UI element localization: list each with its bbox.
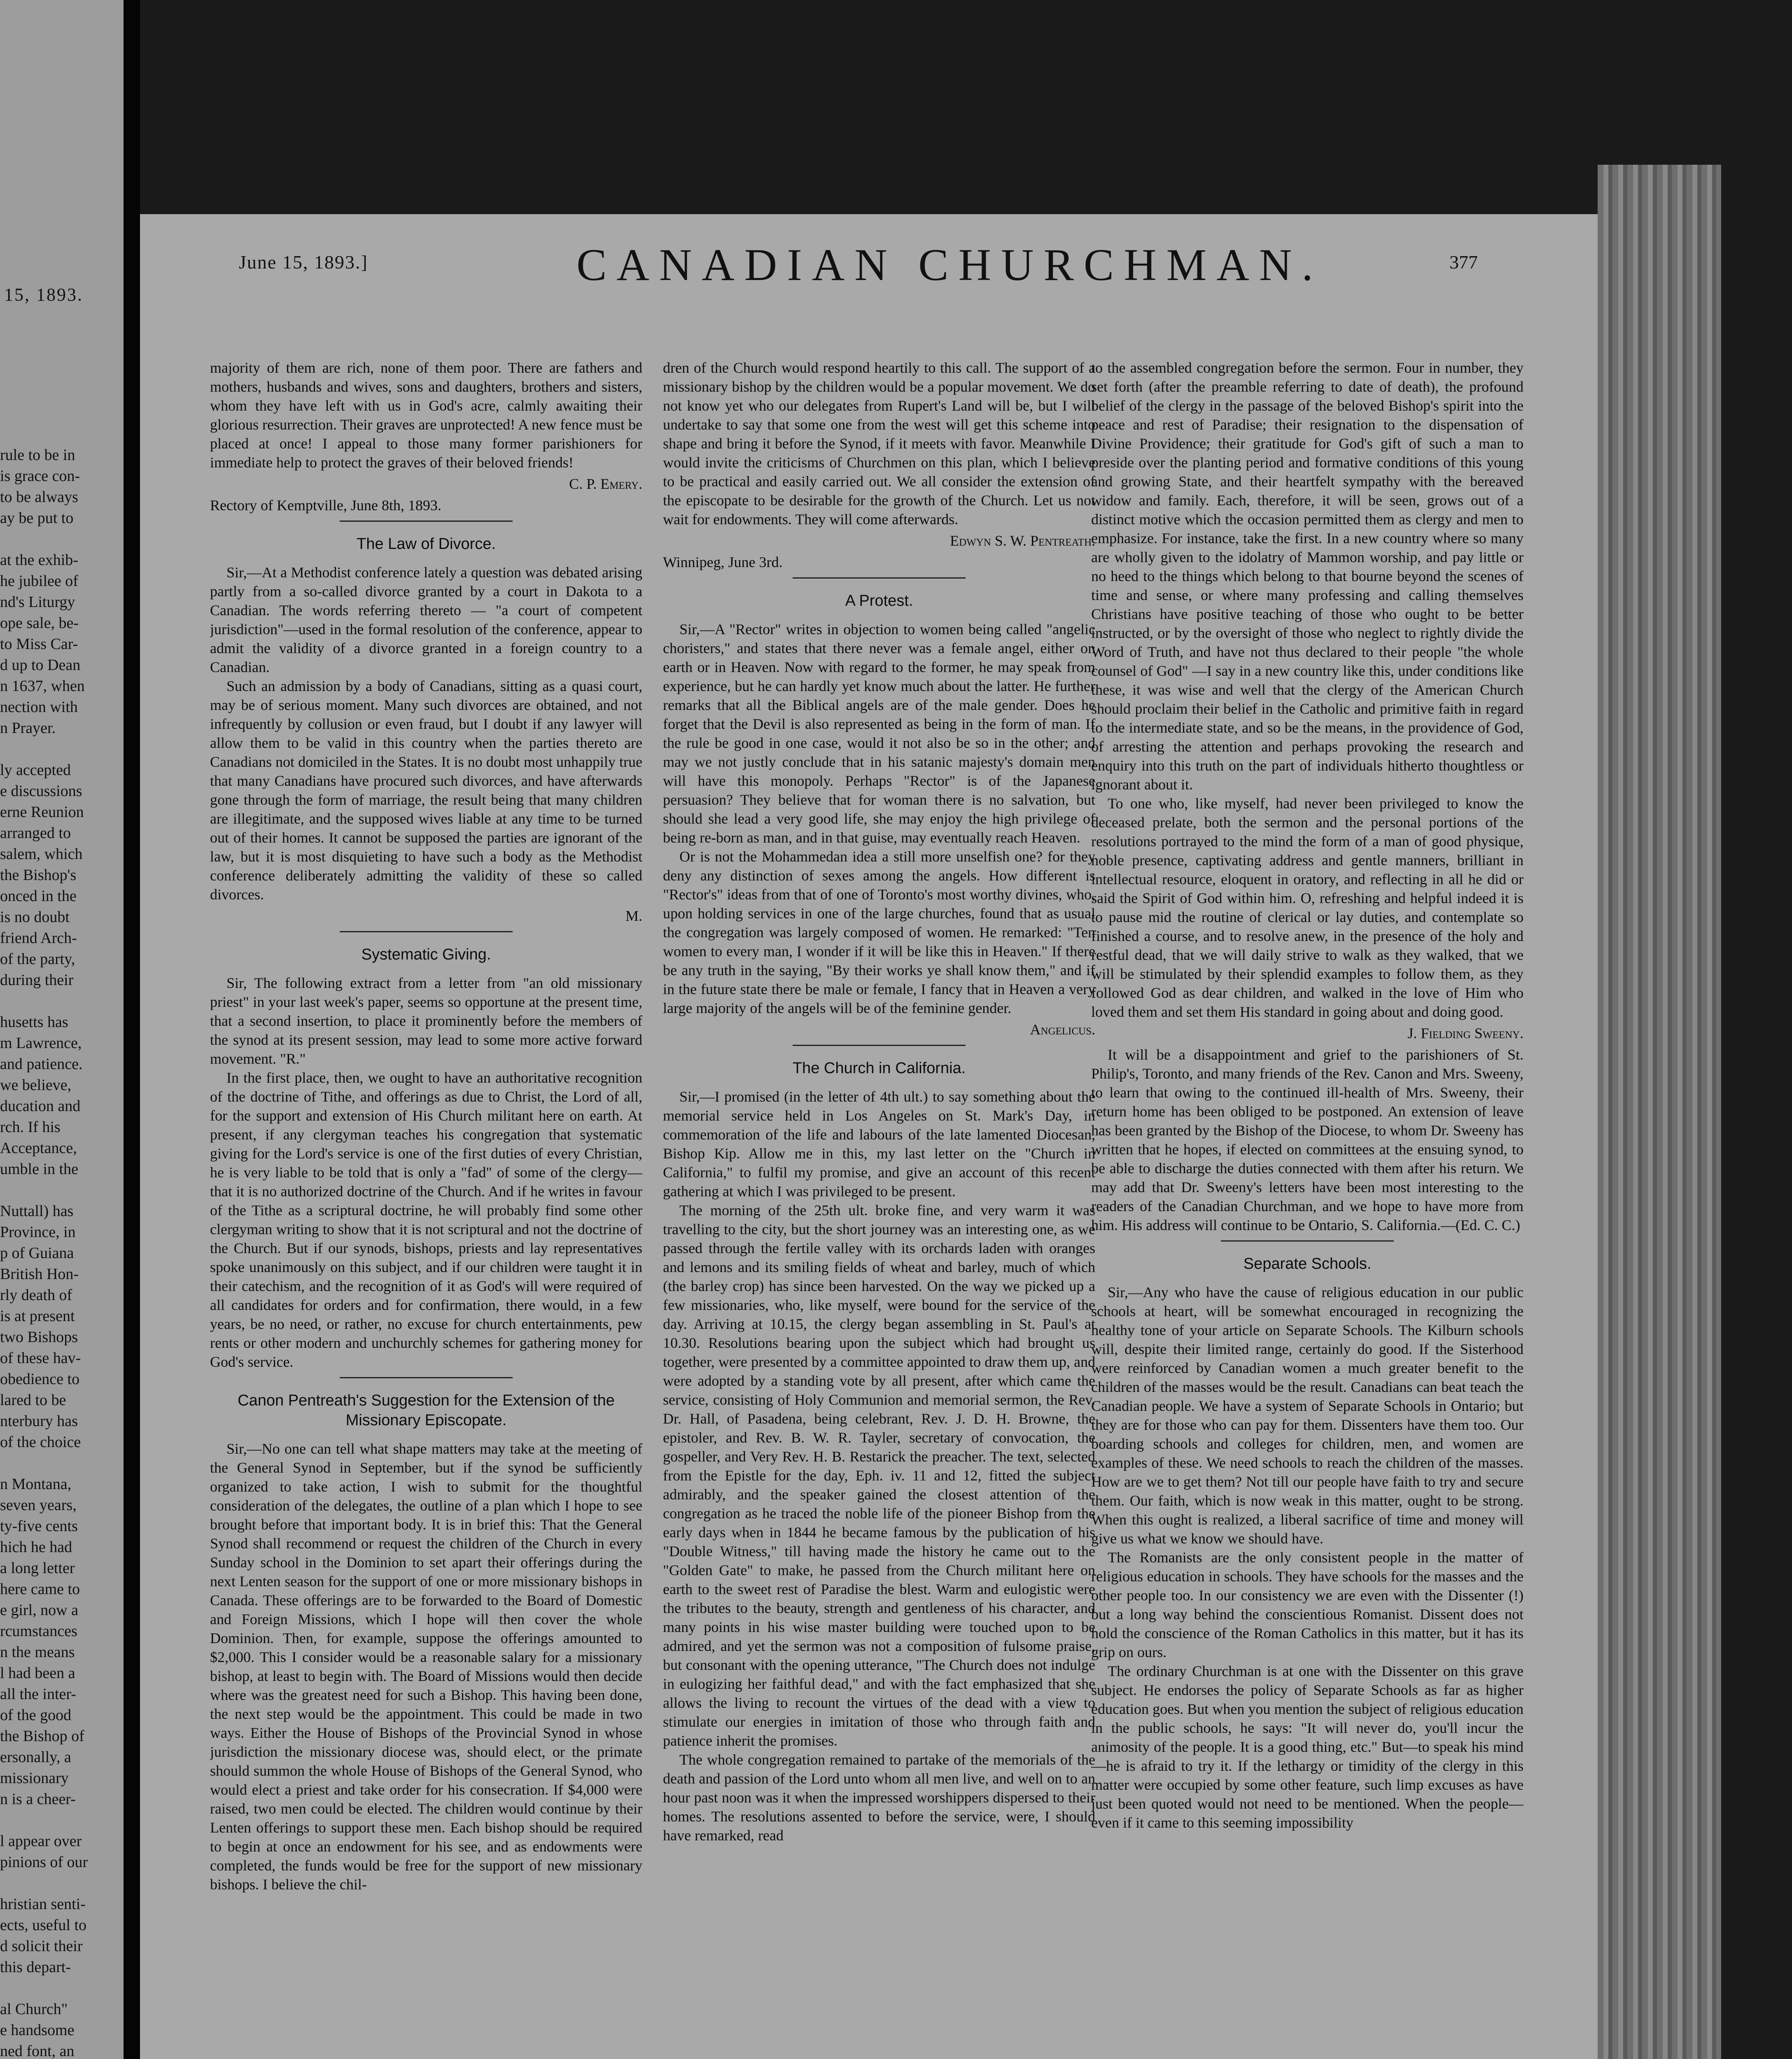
left-page-line — [0, 739, 124, 760]
left-page-header: 15, 1893. — [4, 285, 83, 305]
left-page-line: a long letter — [0, 1559, 75, 1577]
column-3 — [1091, 358, 1524, 2059]
article-paragraph: The whole congregation remained to partake of the memorials of the death and passion of the Lord unto whom all men live, and well on to an hour past noon was it when the impressed worshippers dispersed to their homes. The resolutions assented to before the service, were, I should have remarked, read — [663, 1751, 1095, 1844]
left-page-line: is grace con- — [0, 467, 80, 485]
left-page-fragment — [0, 0, 124, 2059]
article-paragraph: Sir,—At a Methodist conference lately a question was debated arising partly from a so-called divorce granted by a court in Dakota to a Canadian. The words referring thereto — "a court of competent jurisdiction"—used in the formal resolution of the conference, appear to admit the validity of a divorce granted in a foreign country to a Canadian. — [210, 564, 642, 675]
left-page-line: nterbury has — [0, 1412, 78, 1430]
left-page-line: obedience to — [0, 1370, 80, 1388]
left-page-line: pinions of our — [0, 1854, 88, 1871]
left-page-line: during their — [0, 971, 74, 989]
masthead-title: CANADIAN CHURCHMAN. — [576, 240, 1323, 290]
article-paragraph: Sir,—A "Rector" writes in objection to women being called "angelic choristers," and states that there never was a female angel, either on earth or in Heaven. Now with regard to the former, he may speak from experience, but he can hardly yet know much about the latter. He further remarks that all the Biblical angels are of the male gender. Does he forget that the Devil is also represented as being in the form of man. If the rule be good in one case, would it not also be so in the other; and may we not justly conclude that in his satanic majesty's domain men will have this monopoly. Perhaps "Rector" is of the Japanese persuasion? They believe that for woman there is no salvation, but should she lead a very good life, she may enjoy the high privilege of being re-born as man, and in that guise, may eventually reach Heaven. — [663, 621, 1095, 846]
left-page-line — [0, 1810, 124, 1831]
left-page-line: e handsome — [0, 2022, 75, 2039]
article-paragraph: Sir, The following extract from a letter from "an old missionary priest" in your last week's paper, seems so opportune at the present time, that a second insertion, to place it prominently before the members of the synod at its present session, may lead to some more active forward movement. "R." — [210, 975, 642, 1067]
left-page-line: Province, in — [0, 1223, 76, 1241]
left-page-line: salem, which — [0, 845, 83, 863]
column-1 — [210, 358, 642, 2059]
left-page-line: l had been a — [0, 1664, 75, 1682]
left-page-line: p of Guiana — [0, 1244, 74, 1262]
section-rule — [340, 1377, 513, 1378]
article-paragraph: to the assembled congregation before the sermon. Four in number, they set forth (after the preamble referring to date of death), the profound belief of the clergy in the passage of the beloved Bishop's spirit into the peace and rest of Paradise; their resignation to the dispensation of Divine Providence; their gratitude for God's gift of such a man to preside over the planting period and formative conditions of this young and growing State, and their heartfelt sympathy with the bereaved widow and family. Each, therefore, it will be seen, grows out of a distinct motive which the occasion permitted them as clergy and men to emphasize. For instance, take the first. In a new country where so many are wholly given to the idolatry of Mammon worship, and pay little or no heed to the things which belong to that bourne beyond the scenes of time and sense, or where many professing and calling themselves Christians have positive teaching of those who ought to be better instructed, or by the oversight of those who neglect to rightly divide the Word of Truth, and have not thus declared to their people "the whole counsel of God" —I say in a new country like this, under conditions like these, it was wise and well that the clergy of the American Church should proclaim their belief in the Catholic and primitive faith in regard to the intermediate state, and so be the means, in the providence of God, of arresting the attention and perhaps provoking the research and enquiry into this truth on the part of individuals hitherto thoughtless or ignorant about it. — [1091, 360, 1524, 793]
left-page-line: ducation and — [0, 1097, 81, 1115]
left-page-line: lared to be — [0, 1391, 66, 1409]
left-page-line — [0, 991, 124, 1012]
left-page-line: is at present — [0, 1307, 75, 1325]
page-number: 377 — [1449, 252, 1478, 273]
left-page-line: e discussions — [0, 782, 82, 800]
left-page-line: of the choice — [0, 1433, 81, 1451]
page-stack-edge — [1598, 165, 1721, 2059]
article-heading: Separate Schools. — [1243, 1255, 1372, 1272]
left-page-line: British Hon- — [0, 1265, 79, 1283]
left-page-line: here came to — [0, 1580, 80, 1598]
left-page-line: and patience. — [0, 1055, 83, 1073]
article-signature: J. Fielding Sweeny. — [1407, 1025, 1524, 1041]
section-rule — [1221, 1240, 1394, 1242]
article-paragraph: Sir,—I promised (in the letter of 4th ult.) to say something about the memorial service held in Los Angeles on St. Mark's Day, in commemoration of the life and labours of the late lamented Diocesan, Bishop Kip. Allow me in this, my last letter on the "Church in California," to fulfil my promise, and give an account of this recent gathering at which I was privileged to be present. — [663, 1088, 1095, 1200]
article-paragraph: To one who, like myself, had never been privileged to know the deceased prelate, both the sermon and the personal portions of the resolutions portrayed to the mind the form of a man of good physique, noble presence, captivating address and gentle manners, brilliant in intellectual resource, eloquent in oratory, and reflecting in all he did or said the Spirit of God within him. O, refreshing and helpful indeed it is to pause mid the routine of clerical or lay duties, and contemplate so finished a course, and to resolve anew, in the presence of the holy and restful dead, that we will daily strive to walk as they walked, that we will be stimulated by their splendid examples to follow them, as they followed God as dear children, and walked in the love of Him who loved them and set them His standard in going about and doing good. — [1091, 795, 1524, 1020]
left-page-line: Nuttall) has — [0, 1202, 74, 1220]
left-page-line: n the means — [0, 1643, 75, 1661]
left-page-line: hristian senti- — [0, 1896, 86, 1913]
left-page-line: ects, useful to — [0, 1917, 87, 1934]
left-page-line: umble in the — [0, 1160, 78, 1178]
left-page-line — [0, 1978, 124, 1999]
left-page-line: missionary — [0, 1770, 69, 1787]
book-gutter — [124, 0, 140, 2059]
left-page-line: n Prayer. — [0, 719, 56, 737]
left-page-line: rcumstances — [0, 1622, 77, 1640]
page-header — [140, 214, 1602, 290]
article-paragraph: The ordinary Churchman is at one with the Dissenter on this grave subject. He endorses the policy of Separate Schools as far as higher education goes. But when you mention the subject of religious education in the public schools, he says: "It will never do, you'll incur the animosity of the people. It is a good thing, etc." But—to speak his mind—he is afraid to try it. If the lethargy or timidity of the clergy in this matter were occupied by some other feature, such limp excuses as have just been quoted would not need to be mentioned. When the people—even if it came to this seeming impossibility — [1091, 1663, 1524, 1831]
article-paragraph: In the first place, then, we ought to have an authoritative recognition of the doctrine of Tithe, and offerings as due to Christ, the Lord of all, for the support and extension of His Church militant here on earth. At present, if any clergyman teaches his congregation that systematic giving for the Lord's service is one of the first duties of every Christian, he is very liable to be told that is only a "fad" of some of the clergy—that it is no authorized doctrine of the Church. And if he writes in favour of the Tithe as a scriptural doctrine, he will probably find some other clergyman writing to show that it is not scriptural and not the doctrine of the Church. But if our synods, bishops, priests and lay representatives spoke unanimously on this subject, and if our children were taught it in their catechism, and the recognition of it as God's will were required of all candidates for orders and for confirmation, there would, in a few years, be no need, or rather, no excuse for church entertainments, pew rents or other modern and unchurchly schemes for gathering money for God's service. — [210, 1069, 642, 1370]
article-heading: The Church in California. — [792, 1060, 966, 1077]
article-heading: The Law of Divorce. — [357, 535, 496, 553]
left-page-line: rly death of — [0, 1286, 72, 1304]
left-page-line: n Montana, — [0, 1475, 72, 1493]
left-page-line: of these hav- — [0, 1349, 81, 1367]
left-page-line: husetts has — [0, 1013, 68, 1031]
left-page-line: the Bishop of — [0, 1728, 84, 1745]
article-paragraph: Or is not the Mohammedan idea a still more unselfish one? for they deny any distinction of sexes among the angels. How different is "Rector's" ideas from that of one of Toronto's most worthy divines, who, upon holding services in one of the large churches, found that as usual the congregation was largely composed of women. He remarked: "Ten women to every man, I wonder if it will be like this in Heaven." If there be any truth in the saying, "By their works ye shall know them," and if in the future state there be male or female, I fancy that in Heaven a very large majority of the angels will be of the feminine gender. — [663, 848, 1095, 1016]
left-page-line: friend Arch- — [0, 929, 77, 947]
left-page-line: ope sale, be- — [0, 614, 79, 632]
newspaper-page — [140, 214, 1602, 2059]
article-paragraph: Winnipeg, June 3rd. — [663, 554, 783, 570]
article-paragraph: Sir,—No one can tell what shape matters may take at the meeting of the General Synod in September, but if the synod be sufficiently organized to take action, I wish to submit for the thoughtful consideration of the delegates, the outline of a plan which I hope to see brought before that important body. It is in brief this: That the General Synod shall recommend or request the children of the Church in every Sunday school in the Dominion to set apart their offerings during the next Lenten season for the support of one or more missionary bishops in Canada. These offerings are to be forwarded to the Board of Domestic and Foreign Missions, which I hope will then cover the whole Dominion. Then, for example, suppose the offerings amounted to $2,000. This I consider would be a reasonable salary for a missionary bishop, at least to begin with. The Board of Missions would then decide where was the greatest need for such a Bishop. This having been done, the next step would be the appointment. This could be made in two ways. Either the House of Bishops of the Provincial Synod in whose jurisdiction the missionary diocese was, should elect, or the primate should summon the whole House of Bishops of the General Synod, who would elect a priest and take order for his consecration. If $4,000 were raised, two men could be elected. The children would continue by their Lenten offerings to support these men. Each bishop should be required to begin at once an endowment for his see, and as endowments were completed, the funds would be free for the support of new missionary bishops. I believe the chil- — [210, 1440, 642, 1893]
left-page-line: this depart- — [0, 1959, 71, 1976]
section-rule — [793, 577, 966, 579]
left-page-line — [0, 1453, 124, 1474]
left-page-line — [0, 1873, 124, 1894]
left-page-line: all the inter- — [0, 1685, 76, 1703]
article-paragraph: Such an admission by a body of Canadians, sitting as a quasi court, may be of serious moment. Many such divorces are obtained, and not infrequently by collusion or even fraud, but I doubt if any lawyer will allow them to be valid in this country when the parties thereto are Canadians not domiciled in the States. It is no doubt most unhappily true that many Canadians have procured such divorces, and have afterwards gone through the form of marriage, the result being that many children are illegitimate, and the supposed wives liable at any time to be turned out of their homes. It cannot be supposed the parties are ignorant of the law, but it is most disquieting to have such a body as the Methodist conference deliberately admitting the validity of these so called divorces. — [210, 678, 642, 903]
article-paragraph: The morning of the 25th ult. broke fine, and very warm it was travelling to the city, but the short journey was an interesting one, as we passed through the fertile valley with its orchards laden with oranges and lemons and its smiling fields of wheat and barley, much of which (the barley crop) has since been harvested. On the way we picked up a few missionaries, who, like myself, were bound for the service of the day. Arriving at 10.15, the clergy began assembling in St. Paul's at 10.30. Resolutions bearing upon the subject which had brought us together, were presented by a committee appointed to draw them up, and were adopted by a standing vote by all present, after which came the service, consisting of Holy Communion and memorial sermon, the Rev. Dr. Hall, of Pasadena, being celebrant, Rev. J. D. H. Browne, the epistoler, and Rev. B. W. R. Tayler, secretary of convocation, the gospeller, and Very Rev. H. B. Restarick the preacher. The text, selected from the Epistle for the day, Eph. iv. 11 and 12, fitted the subject admirably, and the speaker gained the closest attention of the congregation as he traced the noble life of the pioneer Bishop from the early days when in 1844 he became famous by the publication of his "Double Witness," till having made the history he came out to the "Golden Gate" to make, he passed from the Church militant here on earth to the sweet rest of Paradise the blest. Warm and eulogistic were the tributes to the beauty, strength and gentleness of his character, and many points in his wise master building were touched upon to be admired, and yet the sermon was not a composition of fulsome praise, but consonant with the opening utterance, "The Church does not indulge in eulogizing her faithful dead," and with the fact emphasized that she allows the living to recount the virtues of the dead with a view to stimulate our energies in imitation of those who through faith and patience inherit the promises. — [663, 1202, 1095, 1749]
article-paragraph: Rectory of Kemptville, June 8th, 1893. — [210, 497, 441, 514]
left-page-line: d up to Dean — [0, 656, 81, 674]
left-page-line: ned font, an — [0, 2043, 75, 2059]
column-2 — [663, 358, 1095, 2059]
left-page-line: al Church" — [0, 2001, 68, 2018]
section-rule — [340, 931, 513, 932]
article-paragraph: Sir,—Any who have the cause of religious education in our public schools at heart, will be somewhat encouraged in recognizing the healthy tone of your article on Separate Schools. The Kilburn schools will, despite their limited range, certainly do good. If the Sisterhood were reinforced by Canadian women a much greater benefit to the children of the masses would be the result. Canadians can beat teach the Canadian people. We have a system of Separate Schools in Ontario; but they are for those who can pay for them. Dissenters have them too. Our boarding schools and colleges for children, men, and women are examples of these. We need schools to reach the children of the masses. How are we to get them? Not till our people have faith to try and secure them. Our faith, which is now weak in this matter, ought to be strong. When this ought is realized, a liberal sacrifice of time and money will give us what we know we should have. — [1091, 1284, 1524, 1547]
left-page-line: d solicit their — [0, 1938, 83, 1955]
article-paragraph: The Romanists are the only consistent people in the matter of religious education in schools. They have schools for the masses and the other people too. In our consistency we are even with the Dissenter (!) but a long way behind the conscientious Romanist. Dissent does not hold the conscience of the Roman Catholics in this matter, but it has its grip on ours. — [1091, 1549, 1524, 1660]
left-page-line: ty-five cents — [0, 1517, 78, 1535]
left-page-line: is no doubt — [0, 908, 70, 926]
left-page-line: n is a cheer- — [0, 1791, 76, 1808]
left-page-line: nd's Liturgy — [0, 593, 75, 611]
left-page-line: erne Reunion — [0, 803, 84, 821]
section-rule — [340, 521, 513, 522]
left-page-line: nection with — [0, 698, 78, 716]
left-page-line: e girl, now a — [0, 1601, 78, 1619]
left-page-line: ay be put to — [0, 509, 74, 527]
left-page-line: two Bishops — [0, 1328, 78, 1346]
left-page-line: the Bishop's — [0, 866, 77, 884]
left-page-line: n 1637, when — [0, 677, 85, 695]
left-page-line: l appear over — [0, 1833, 82, 1850]
article-paragraph: majority of them are rich, none of them poor. There are fathers and mothers, husbands and wives, sons and daughters, brothers and sisters, whom they have left with us in God's acre, calmly awaiting their glorious resurrection. Their graves are unprotected! A new fence must be placed at once! I appeal to those many former parishioners for immediate help to protect the graves of their beloved friends! — [210, 360, 642, 471]
left-page-line: arranged to — [0, 824, 71, 842]
article-signature: M. — [625, 908, 642, 924]
left-page-line: to be always — [0, 488, 78, 506]
article-signature: Edwyn S. W. Pentreath. — [950, 532, 1095, 549]
left-page-line: to Miss Car- — [0, 635, 78, 653]
left-page-line — [0, 529, 124, 550]
left-page-line: m Lawrence, — [0, 1034, 82, 1052]
article-paragraph: It will be a disappointment and grief to the parishioners of St. Philip's, Toronto, and many friends of the Rev. Canon and Mrs. Sweeny, to learn that owing to the continued ill-health of Mrs. Sweeny, their return home has been obliged to be postponed. An extension of leave has been granted by the Bishop of the Diocese, to whom Dr. Sweeny has written that he hopes, if elected on committees at the ensuing synod, to be able to discharge the duties connected with them after his return. We may add that Dr. Sweeny's letters have been most interesting to the readers of the Canadian Churchman, and we hope to have more from him. His address will continue to be Ontario, S. California.—(Ed. C. C.) — [1091, 1046, 1524, 1233]
left-page-line: at the exhib- — [0, 551, 78, 569]
left-page-line: onced in the — [0, 887, 77, 905]
left-page-text — [0, 445, 124, 2059]
article-signature: Angelicus. — [1030, 1021, 1095, 1038]
left-page-line: Acceptance, — [0, 1139, 77, 1157]
issue-date: June 15, 1893.] — [239, 252, 368, 273]
left-page-line: hich he had — [0, 1538, 72, 1556]
left-page-line: ersonally, a — [0, 1749, 71, 1766]
left-page-line: we believe, — [0, 1076, 72, 1094]
article-heading: Canon Pentreath's Suggestion for the Extension of the Missionary Episcopate. — [238, 1392, 615, 1429]
left-page-line: ly accepted — [0, 761, 71, 779]
left-page-line: seven years, — [0, 1496, 77, 1514]
left-page-line: rule to be in — [0, 446, 75, 464]
article-heading: A Protest. — [845, 592, 913, 609]
left-page-line: rch. If his — [0, 1118, 61, 1136]
left-page-line: of the good — [0, 1706, 72, 1724]
section-rule — [793, 1045, 966, 1046]
article-signature: C. P. Emery. — [569, 476, 642, 492]
article-paragraph: dren of the Church would respond heartily to this call. The support of a missionary bishop by the children would be a popular movement. We do not know yet who our delegates from Rupert's Land will be, but I will undertake to say that some one from the west will get this scheme into shape and bring it before the Synod, if it meets with favor. Meanwhile I would invite the criticisms of Churchmen on this plan, which I believe to be practical and easily carried out. We all consider the extension of the episcopate to be desirable for the growth of the Church. Let us not wait for endowments. They will come afterwards. — [663, 360, 1095, 528]
left-page-line — [0, 1180, 124, 1201]
article-heading: Systematic Giving. — [361, 946, 491, 963]
left-page-line: he jubilee of — [0, 572, 78, 590]
left-page-line: of the party, — [0, 950, 75, 968]
